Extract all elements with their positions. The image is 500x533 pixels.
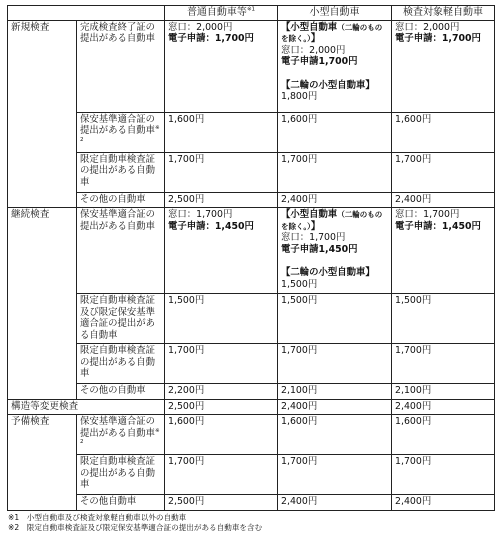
small-vehicle-note	[281, 22, 388, 45]
item-safety-cert	[77, 415, 165, 455]
table-row	[8, 415, 495, 455]
header-regular-label: 普通自動車等	[186, 7, 247, 18]
cell-cont-safety-regular	[165, 208, 278, 294]
cell-pre-safety-small: 1,600円	[278, 415, 392, 455]
table-row	[8, 294, 495, 344]
item-limited-cert: 限定自動車検査証の提出がある自動車	[77, 152, 165, 192]
item-safety-label: 保安基準適合証の提出がある自動車	[80, 416, 156, 439]
item-safety-cert	[77, 112, 165, 152]
fee-line: 電子申請：1,450円	[395, 220, 481, 232]
fee-line: 窓口：2,000円	[281, 44, 346, 56]
cell-new-limited-small: 1,700円	[278, 152, 392, 192]
fee-document	[7, 5, 494, 533]
cell-new-other-small: 2,400円	[278, 192, 392, 208]
cell-cont-other-regular: 2,200円	[165, 384, 278, 400]
note-mark-2: ※2	[80, 427, 160, 445]
fee-line: 電子申請1,700円	[281, 56, 358, 67]
small-note-label: 【小型自動車	[281, 209, 338, 220]
item-other: その他の自動車	[77, 384, 165, 400]
cell-new-limited-regular: 1,700円	[165, 152, 278, 192]
cell-cont-safety-kei	[392, 208, 495, 294]
footnote-2: ※2 限定自動車検査証及び限定保安基準適合証の提出がある自動車を含む	[8, 522, 263, 532]
cell-pre-safety-regular: 1,600円	[165, 415, 278, 455]
fee-line: 電子申請1,450円	[281, 243, 358, 255]
note-mark-2: ※2	[80, 124, 160, 143]
category-continuing-inspection: 継続検査	[8, 208, 77, 400]
item-other: その他の自動車	[77, 192, 165, 208]
table-row	[8, 20, 495, 112]
cell-new-completion-kei	[392, 20, 495, 112]
item-safety-label: 保安基準適合証の提出がある自動車	[80, 113, 156, 136]
cell-new-completion-small	[278, 20, 392, 112]
small-note-paren: （二輪のものを除く。）	[281, 210, 383, 231]
cell-cont-other-small: 2,100円	[278, 384, 392, 400]
table-row	[8, 192, 495, 208]
header-blank	[8, 6, 165, 21]
fee-line: 1,500円	[281, 278, 318, 290]
item-limited-safety-cert: 限定自動車検査証及び限定保安基準適合証の提出がある自動車	[77, 294, 165, 344]
cell-new-limited-kei: 1,700円	[392, 152, 495, 192]
cell-pre-safety-kei: 1,600円	[392, 415, 495, 455]
cell-structure-small: 2,400円	[278, 399, 392, 415]
cell-cont-other-kei: 2,100円	[392, 384, 495, 400]
cell-cont-limsafe-kei: 1,500円	[392, 294, 495, 344]
cell-cont-limited-small: 1,700円	[278, 344, 392, 384]
twowheel-note: 【二輪の小型自動車】	[281, 267, 375, 278]
item-limited-cert: 限定自動車検査証の提出がある自動車	[77, 455, 165, 495]
cell-pre-other-small: 2,400円	[278, 495, 392, 511]
item-safety-cert: 保安基準適合証の提出がある自動車	[77, 208, 165, 294]
table-header-row	[8, 6, 495, 21]
cell-new-safety-regular: 1,600円	[165, 112, 278, 152]
cell-pre-limited-regular: 1,700円	[165, 455, 278, 495]
fee-line: 電子申請：1,700円	[395, 33, 481, 44]
note-mark-1: ※1	[246, 6, 256, 13]
item-other: その他自動車	[77, 495, 165, 511]
cell-cont-limited-regular: 1,700円	[165, 344, 278, 384]
cell-pre-other-kei: 2,400円	[392, 495, 495, 511]
cell-new-other-regular: 2,500円	[165, 192, 278, 208]
table-row	[8, 399, 495, 415]
cell-cont-safety-small	[278, 208, 392, 294]
fee-line: 電子申請：1,700円	[168, 33, 254, 44]
small-note-label: 【小型自動車	[281, 21, 338, 33]
twowheel-note: 【二輪の小型自動車】	[281, 79, 375, 91]
header-small-vehicle: 小型自動車	[278, 6, 392, 21]
footnotes	[7, 513, 494, 533]
table-row	[8, 384, 495, 400]
table-row	[8, 152, 495, 192]
fee-line: 電子申請：1,450円	[168, 220, 254, 232]
small-note-paren: （二輪のものを除く。）	[281, 22, 383, 43]
cell-new-completion-regular	[165, 20, 278, 112]
category-preliminary-inspection: 予備検査	[8, 415, 77, 511]
cell-pre-limited-small: 1,700円	[278, 455, 392, 495]
cell-pre-limited-kei: 1,700円	[392, 455, 495, 495]
fee-line: 窓口：1,700円	[395, 209, 460, 220]
small-vehicle-note	[281, 209, 388, 232]
header-kei-vehicle: 検査対象軽自動車	[392, 6, 495, 21]
fee-line: 窓口：1,700円	[281, 232, 346, 243]
cell-cont-limited-kei: 1,700円	[392, 344, 495, 384]
category-structure-change: 構造等変更検査	[8, 399, 165, 415]
category-new-inspection: 新規検査	[8, 20, 77, 208]
cell-cont-limsafe-small: 1,500円	[278, 294, 392, 344]
table-row	[8, 344, 495, 384]
table-row	[8, 112, 495, 152]
fee-line: 窓口：2,000円	[395, 21, 460, 33]
cell-pre-other-regular: 2,500円	[165, 495, 278, 511]
footnote-1: ※1 小型自動車及び検査対象軽自動車以外の自動車	[8, 512, 187, 522]
cell-new-safety-kei: 1,600円	[392, 112, 495, 152]
cell-cont-limsafe-regular: 1,500円	[165, 294, 278, 344]
fee-line: 窓口：1,700円	[168, 209, 233, 220]
item-limited-cert: 限定自動車検査証の提出がある自動車	[77, 344, 165, 384]
table-row	[8, 455, 495, 495]
cell-structure-regular: 2,500円	[165, 399, 278, 415]
table-row	[8, 208, 495, 294]
small-note-close: 】	[310, 220, 321, 232]
item-completion-cert: 完成検査終了証の提出がある自動車	[77, 20, 165, 112]
cell-structure-kei: 2,400円	[392, 399, 495, 415]
cell-new-safety-small: 1,600円	[278, 112, 392, 152]
inspection-fee-table	[7, 5, 495, 511]
fee-line: 1,800円	[281, 91, 318, 102]
table-row	[8, 495, 495, 511]
cell-new-other-kei: 2,400円	[392, 192, 495, 208]
small-note-close: 】	[310, 33, 321, 44]
header-regular-vehicle	[165, 6, 278, 21]
fee-line: 窓口：2,000円	[168, 21, 233, 33]
